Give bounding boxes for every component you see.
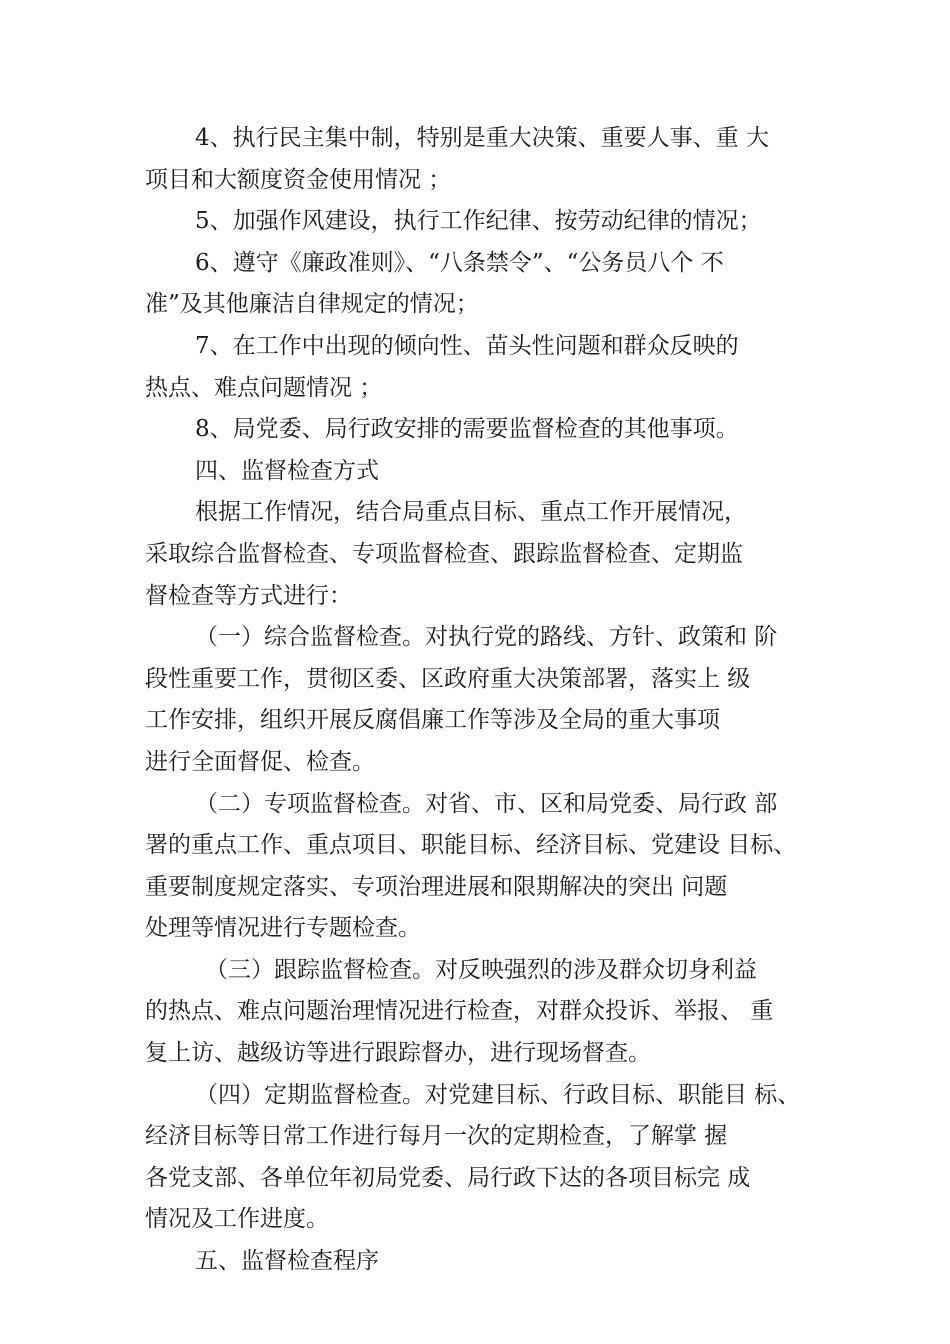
text-line-7: 热点、难点问题情况 ；: [145, 374, 383, 401]
text-line-6: 7、在工作中出现的倾向性、苗头性问题和群众反映的: [195, 332, 739, 359]
text-line-12: 督检查等方式进行：: [145, 582, 352, 609]
section-heading-4: 四、监督检查方式: [195, 457, 379, 484]
text-line-18: 署的重点工作、重点项目、职能目标、经济目标、党建设 目标、: [145, 832, 797, 859]
text-line-2: 项目和大额度资金使用情况 ；: [145, 166, 452, 193]
text-line-8: 8、局党委、局行政安排的需要监督检查的其他事项。: [195, 416, 739, 443]
text-line-26: 各党支部、各单位年初局党委、局行政下达的各项目标完 成: [145, 1164, 751, 1191]
section-heading-5: 五、监督检查程序: [195, 1248, 379, 1275]
text-line-1: 4、执行民主集中制，特别是重大决策、重要人事、重 大: [195, 125, 769, 151]
text-line-10: 根据工作情况，结合局重点目标、重点工作开展情况，: [195, 499, 747, 526]
text-line-11: 采取综合监督检查、专项监督检查、跟踪监督检查、定期监: [145, 540, 743, 567]
text-line-16: 进行全面督促、检查。: [145, 748, 375, 775]
text-line-20: 处理等情况进行专题检查。: [145, 915, 421, 942]
text-line-3: 5、加强作风建设，执行工作纪律、按劳动纪律的情况；: [195, 208, 762, 235]
text-line-14: 段性重要工作，贯彻区委、区政府重大决策部署，落实上 级: [145, 665, 751, 692]
text-line-5: 准”及其他廉洁自律规定的情况；: [145, 291, 479, 318]
text-line-22: 的热点、难点问题治理情况进行检查，对群众投诉、举报、 重: [145, 998, 774, 1025]
text-line-13: （一）综合监督检查。对执行党的路线、方针、政策和 阶: [195, 624, 778, 651]
document-page: [145, 118, 807, 1283]
text-line-15: 工作安排，组织开展反腐倡廉工作等涉及全局的重大事项: [145, 707, 720, 734]
text-line-25: 经济目标等日常工作进行每月一次的定期检查，了解掌 握: [145, 1123, 728, 1150]
text-line-21: （三）跟踪监督检查。对反映强烈的涉及群众切身利益: [205, 956, 757, 983]
text-line-23: 复上访、越级访等进行跟踪督办，进行现场督查。: [145, 1040, 651, 1067]
text-line-17: （二）专项监督检查。对省、市、区和局党委、局行政 部: [195, 790, 778, 817]
text-line-4: 6、遵守《廉政准则》、“八条禁令”、“公务员八个 不: [195, 249, 724, 276]
text-line-19: 重要制度规定落实、专项治理进展和限期解决的突出 问题: [145, 873, 728, 900]
text-line-24: （四）定期监督检查。对党建目标、行政目标、职能目 标、: [195, 1081, 801, 1108]
text-line-27: 情况及工作进度。: [145, 1206, 329, 1233]
